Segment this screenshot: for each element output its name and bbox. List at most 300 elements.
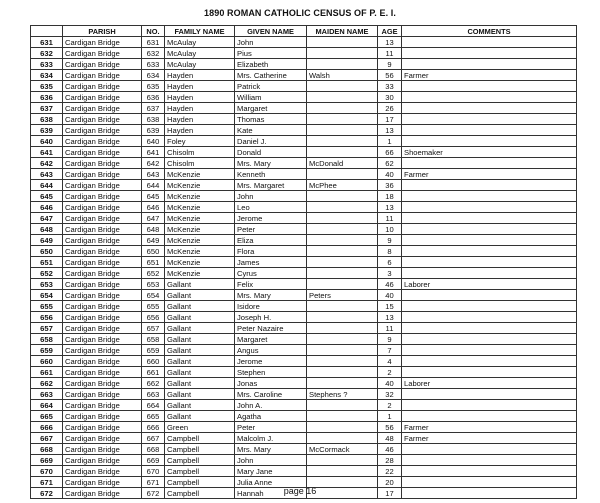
comments-cell: Farmer — [402, 433, 577, 444]
parish-cell: Cardigan Bridge — [63, 235, 142, 246]
table-row — [31, 147, 577, 158]
age-cell: 46 — [378, 444, 402, 455]
given-name-cell: Margaret — [235, 334, 307, 345]
parish-cell: Cardigan Bridge — [63, 136, 142, 147]
maiden-name-cell — [307, 411, 378, 422]
row-number: 671 — [31, 477, 63, 488]
no-cell: 636 — [142, 92, 165, 103]
maiden-name-cell — [307, 213, 378, 224]
given-name-cell: Flora — [235, 246, 307, 257]
row-number: 631 — [31, 37, 63, 48]
table-row — [31, 411, 577, 422]
age-cell: 62 — [378, 158, 402, 169]
comments-cell — [402, 411, 577, 422]
given-name-cell: Hannah — [235, 488, 307, 499]
row-number: 642 — [31, 158, 63, 169]
maiden-name-cell: Walsh — [307, 70, 378, 81]
table-row — [31, 268, 577, 279]
table-row — [31, 202, 577, 213]
no-cell: 631 — [142, 37, 165, 48]
age-cell: 22 — [378, 466, 402, 477]
census-table-body — [31, 37, 577, 499]
table-row — [31, 301, 577, 312]
row-number: 666 — [31, 422, 63, 433]
table-row — [31, 235, 577, 246]
family-name-cell: Campbell — [165, 455, 235, 466]
maiden-name-cell — [307, 103, 378, 114]
comments-cell — [402, 312, 577, 323]
parish-cell: Cardigan Bridge — [63, 444, 142, 455]
no-cell: 632 — [142, 48, 165, 59]
age-cell: 3 — [378, 268, 402, 279]
age-cell: 40 — [378, 378, 402, 389]
row-number: 663 — [31, 389, 63, 400]
no-cell: 667 — [142, 433, 165, 444]
given-name-cell: Leo — [235, 202, 307, 213]
row-number: 638 — [31, 114, 63, 125]
parish-cell: Cardigan Bridge — [63, 224, 142, 235]
table-row — [31, 125, 577, 136]
comments-cell — [402, 268, 577, 279]
table-row — [31, 257, 577, 268]
table-row — [31, 378, 577, 389]
table-row — [31, 323, 577, 334]
row-number: 635 — [31, 81, 63, 92]
age-cell: 4 — [378, 356, 402, 367]
parish-cell: Cardigan Bridge — [63, 191, 142, 202]
no-cell: 649 — [142, 235, 165, 246]
family-name-cell: McKenzie — [165, 257, 235, 268]
parish-cell: Cardigan Bridge — [63, 125, 142, 136]
comments-cell — [402, 59, 577, 70]
maiden-name-cell — [307, 147, 378, 158]
family-name-cell: McKenzie — [165, 224, 235, 235]
age-cell: 11 — [378, 48, 402, 59]
age-cell: 10 — [378, 224, 402, 235]
no-cell: 646 — [142, 202, 165, 213]
family-name-cell: Hayden — [165, 81, 235, 92]
comments-cell — [402, 213, 577, 224]
no-cell: 635 — [142, 81, 165, 92]
row-number: 640 — [31, 136, 63, 147]
row-number: 632 — [31, 48, 63, 59]
given-name-cell: Margaret — [235, 103, 307, 114]
no-cell: 647 — [142, 213, 165, 224]
no-cell: 633 — [142, 59, 165, 70]
no-cell: 638 — [142, 114, 165, 125]
no-cell: 663 — [142, 389, 165, 400]
no-cell: 640 — [142, 136, 165, 147]
comments-cell — [402, 444, 577, 455]
age-cell: 9 — [378, 235, 402, 246]
family-name-cell: Gallant — [165, 301, 235, 312]
table-row — [31, 444, 577, 455]
table-row — [31, 224, 577, 235]
given-name-cell: Pius — [235, 48, 307, 59]
table-row — [31, 213, 577, 224]
maiden-name-cell — [307, 202, 378, 213]
parish-cell: Cardigan Bridge — [63, 301, 142, 312]
comments-cell — [402, 400, 577, 411]
given-name-cell: Jonas — [235, 378, 307, 389]
family-name-cell: McAulay — [165, 48, 235, 59]
parish-cell: Cardigan Bridge — [63, 114, 142, 125]
given-name-cell: Isidore — [235, 301, 307, 312]
parish-cell: Cardigan Bridge — [63, 455, 142, 466]
maiden-name-cell — [307, 312, 378, 323]
maiden-name-cell — [307, 323, 378, 334]
maiden-name-cell — [307, 257, 378, 268]
comments-cell — [402, 114, 577, 125]
no-cell: 659 — [142, 345, 165, 356]
row-number: 649 — [31, 235, 63, 246]
given-name-cell: Mrs. Mary — [235, 290, 307, 301]
given-name-cell: Jerome — [235, 213, 307, 224]
parish-cell: Cardigan Bridge — [63, 81, 142, 92]
row-number: 667 — [31, 433, 63, 444]
family-name-cell: McKenzie — [165, 213, 235, 224]
given-name-cell: Jerome — [235, 356, 307, 367]
comments-cell — [402, 103, 577, 114]
row-number: 655 — [31, 301, 63, 312]
row-number: 646 — [31, 202, 63, 213]
column-header-parish: PARISH — [63, 26, 142, 37]
no-cell: 641 — [142, 147, 165, 158]
parish-cell: Cardigan Bridge — [63, 92, 142, 103]
no-cell: 650 — [142, 246, 165, 257]
row-number: 668 — [31, 444, 63, 455]
given-name-cell: Agatha — [235, 411, 307, 422]
family-name-cell: Green — [165, 422, 235, 433]
given-name-cell: Thomas — [235, 114, 307, 125]
no-cell: 664 — [142, 400, 165, 411]
parish-cell: Cardigan Bridge — [63, 323, 142, 334]
maiden-name-cell — [307, 433, 378, 444]
given-name-cell: Mrs. Catherine — [235, 70, 307, 81]
row-number: 647 — [31, 213, 63, 224]
table-row — [31, 180, 577, 191]
age-cell: 36 — [378, 180, 402, 191]
row-number: 637 — [31, 103, 63, 114]
comments-cell — [402, 301, 577, 312]
given-name-cell: Cyrus — [235, 268, 307, 279]
age-cell: 66 — [378, 147, 402, 158]
parish-cell: Cardigan Bridge — [63, 37, 142, 48]
comments-cell — [402, 334, 577, 345]
column-header-age: AGE — [378, 26, 402, 37]
parish-cell: Cardigan Bridge — [63, 48, 142, 59]
table-row — [31, 433, 577, 444]
table-row — [31, 169, 577, 180]
maiden-name-cell — [307, 48, 378, 59]
table-row — [31, 191, 577, 202]
given-name-cell: Peter Nazaire — [235, 323, 307, 334]
family-name-cell: Gallant — [165, 312, 235, 323]
age-cell: 8 — [378, 246, 402, 257]
comments-cell — [402, 323, 577, 334]
maiden-name-cell — [307, 301, 378, 312]
given-name-cell: Kate — [235, 125, 307, 136]
age-cell: 48 — [378, 433, 402, 444]
parish-cell: Cardigan Bridge — [63, 169, 142, 180]
given-name-cell: Mary Jane — [235, 466, 307, 477]
parish-cell: Cardigan Bridge — [63, 290, 142, 301]
table-row — [31, 279, 577, 290]
column-header-no: NO. — [142, 26, 165, 37]
comments-cell — [402, 180, 577, 191]
given-name-cell: Elizabeth — [235, 59, 307, 70]
no-cell: 653 — [142, 279, 165, 290]
no-cell: 657 — [142, 323, 165, 334]
family-name-cell: Gallant — [165, 378, 235, 389]
maiden-name-cell — [307, 422, 378, 433]
comments-cell — [402, 367, 577, 378]
family-name-cell: Gallant — [165, 389, 235, 400]
given-name-cell: John — [235, 455, 307, 466]
table-row — [31, 290, 577, 301]
row-number: 633 — [31, 59, 63, 70]
maiden-name-cell — [307, 92, 378, 103]
family-name-cell: McKenzie — [165, 246, 235, 257]
parish-cell: Cardigan Bridge — [63, 477, 142, 488]
family-name-cell: McKenzie — [165, 235, 235, 246]
given-name-cell: Malcolm J. — [235, 433, 307, 444]
maiden-name-cell: McCormack — [307, 444, 378, 455]
no-cell: 645 — [142, 191, 165, 202]
age-cell: 15 — [378, 301, 402, 312]
age-cell: 20 — [378, 477, 402, 488]
family-name-cell: Hayden — [165, 125, 235, 136]
parish-cell: Cardigan Bridge — [63, 279, 142, 290]
family-name-cell: McKenzie — [165, 191, 235, 202]
row-number: 672 — [31, 488, 63, 499]
census-table — [30, 25, 577, 499]
table-row — [31, 48, 577, 59]
given-name-cell: Eliza — [235, 235, 307, 246]
parish-cell: Cardigan Bridge — [63, 488, 142, 499]
column-header-maiden-name: MAIDEN NAME — [307, 26, 378, 37]
no-cell: 672 — [142, 488, 165, 499]
row-number: 670 — [31, 466, 63, 477]
maiden-name-cell — [307, 191, 378, 202]
age-cell: 13 — [378, 312, 402, 323]
maiden-name-cell: McDonald — [307, 158, 378, 169]
header-row — [31, 26, 577, 37]
age-cell: 1 — [378, 136, 402, 147]
parish-cell: Cardigan Bridge — [63, 202, 142, 213]
family-name-cell: Gallant — [165, 334, 235, 345]
family-name-cell: Gallant — [165, 279, 235, 290]
parish-cell: Cardigan Bridge — [63, 147, 142, 158]
given-name-cell: Felix — [235, 279, 307, 290]
age-cell: 30 — [378, 92, 402, 103]
table-row — [31, 103, 577, 114]
given-name-cell: John — [235, 191, 307, 202]
no-cell: 648 — [142, 224, 165, 235]
table-row — [31, 345, 577, 356]
family-name-cell: Gallant — [165, 290, 235, 301]
maiden-name-cell — [307, 235, 378, 246]
parish-cell: Cardigan Bridge — [63, 389, 142, 400]
family-name-cell: Foley — [165, 136, 235, 147]
comments-cell: Farmer — [402, 422, 577, 433]
family-name-cell: Chisolm — [165, 147, 235, 158]
maiden-name-cell — [307, 136, 378, 147]
row-number: 662 — [31, 378, 63, 389]
maiden-name-cell: McPhee — [307, 180, 378, 191]
parish-cell: Cardigan Bridge — [63, 367, 142, 378]
family-name-cell: Chisolm — [165, 158, 235, 169]
no-cell: 651 — [142, 257, 165, 268]
age-cell: 11 — [378, 323, 402, 334]
row-number-header — [31, 26, 63, 37]
row-number: 653 — [31, 279, 63, 290]
maiden-name-cell — [307, 59, 378, 70]
column-header-family-name: FAMILY NAME — [165, 26, 235, 37]
table-row — [31, 70, 577, 81]
parish-cell: Cardigan Bridge — [63, 422, 142, 433]
parish-cell: Cardigan Bridge — [63, 213, 142, 224]
given-name-cell: Kenneth — [235, 169, 307, 180]
maiden-name-cell — [307, 81, 378, 92]
table-row — [31, 114, 577, 125]
maiden-name-cell — [307, 114, 378, 125]
no-cell: 669 — [142, 455, 165, 466]
family-name-cell: Campbell — [165, 444, 235, 455]
given-name-cell: James — [235, 257, 307, 268]
family-name-cell: Gallant — [165, 367, 235, 378]
row-number: 634 — [31, 70, 63, 81]
maiden-name-cell — [307, 345, 378, 356]
given-name-cell: Mrs. Mary — [235, 158, 307, 169]
no-cell: 654 — [142, 290, 165, 301]
age-cell: 2 — [378, 367, 402, 378]
parish-cell: Cardigan Bridge — [63, 268, 142, 279]
given-name-cell: Daniel J. — [235, 136, 307, 147]
no-cell: 666 — [142, 422, 165, 433]
row-number: 661 — [31, 367, 63, 378]
table-row — [31, 136, 577, 147]
family-name-cell: Hayden — [165, 114, 235, 125]
given-name-cell: Peter — [235, 224, 307, 235]
given-name-cell: Joseph H. — [235, 312, 307, 323]
given-name-cell: Donald — [235, 147, 307, 158]
family-name-cell: McKenzie — [165, 268, 235, 279]
comments-cell — [402, 92, 577, 103]
column-header-comments: COMMENTS — [402, 26, 577, 37]
maiden-name-cell — [307, 466, 378, 477]
table-row — [31, 92, 577, 103]
row-number: 645 — [31, 191, 63, 202]
maiden-name-cell — [307, 246, 378, 257]
row-number: 665 — [31, 411, 63, 422]
age-cell: 40 — [378, 290, 402, 301]
parish-cell: Cardigan Bridge — [63, 466, 142, 477]
comments-cell — [402, 246, 577, 257]
comments-cell: Farmer — [402, 70, 577, 81]
parish-cell: Cardigan Bridge — [63, 345, 142, 356]
no-cell: 658 — [142, 334, 165, 345]
no-cell: 656 — [142, 312, 165, 323]
age-cell: 17 — [378, 114, 402, 125]
no-cell: 644 — [142, 180, 165, 191]
column-header-given-name: GIVEN NAME — [235, 26, 307, 37]
comments-cell — [402, 257, 577, 268]
comments-cell: Laborer — [402, 279, 577, 290]
no-cell: 634 — [142, 70, 165, 81]
comments-cell — [402, 158, 577, 169]
age-cell: 33 — [378, 81, 402, 92]
given-name-cell: Mrs. Margaret — [235, 180, 307, 191]
maiden-name-cell — [307, 268, 378, 279]
given-name-cell: Mrs. Mary — [235, 444, 307, 455]
row-number: 643 — [31, 169, 63, 180]
age-cell: 1 — [378, 411, 402, 422]
given-name-cell: John A. — [235, 400, 307, 411]
row-number: 644 — [31, 180, 63, 191]
age-cell: 13 — [378, 37, 402, 48]
no-cell: 643 — [142, 169, 165, 180]
given-name-cell: Patrick — [235, 81, 307, 92]
table-row — [31, 59, 577, 70]
row-number: 636 — [31, 92, 63, 103]
maiden-name-cell — [307, 400, 378, 411]
family-name-cell: Gallant — [165, 400, 235, 411]
comments-cell — [402, 235, 577, 246]
age-cell: 11 — [378, 213, 402, 224]
age-cell: 46 — [378, 279, 402, 290]
given-name-cell: Angus — [235, 345, 307, 356]
comments-cell — [402, 389, 577, 400]
parish-cell: Cardigan Bridge — [63, 411, 142, 422]
comments-cell — [402, 356, 577, 367]
no-cell: 642 — [142, 158, 165, 169]
table-row — [31, 356, 577, 367]
age-cell: 13 — [378, 125, 402, 136]
age-cell: 6 — [378, 257, 402, 268]
age-cell: 18 — [378, 191, 402, 202]
comments-cell: Farmer — [402, 169, 577, 180]
parish-cell: Cardigan Bridge — [63, 334, 142, 345]
comments-cell — [402, 455, 577, 466]
maiden-name-cell — [307, 356, 378, 367]
page-title: 1890 ROMAN CATHOLIC CENSUS OF P. E. I. — [204, 8, 396, 18]
row-number: 660 — [31, 356, 63, 367]
table-row — [31, 466, 577, 477]
no-cell: 661 — [142, 367, 165, 378]
comments-cell — [402, 48, 577, 59]
maiden-name-cell — [307, 279, 378, 290]
table-row — [31, 455, 577, 466]
table-row — [31, 334, 577, 345]
no-cell: 665 — [142, 411, 165, 422]
row-number: 658 — [31, 334, 63, 345]
parish-cell: Cardigan Bridge — [63, 158, 142, 169]
given-name-cell: John — [235, 37, 307, 48]
row-number: 669 — [31, 455, 63, 466]
comments-cell: Laborer — [402, 378, 577, 389]
no-cell: 639 — [142, 125, 165, 136]
no-cell: 668 — [142, 444, 165, 455]
age-cell: 2 — [378, 400, 402, 411]
row-number: 641 — [31, 147, 63, 158]
maiden-name-cell — [307, 224, 378, 235]
parish-cell: Cardigan Bridge — [63, 433, 142, 444]
row-number: 659 — [31, 345, 63, 356]
maiden-name-cell — [307, 455, 378, 466]
given-name-cell: Peter — [235, 422, 307, 433]
maiden-name-cell: Stephens ? — [307, 389, 378, 400]
